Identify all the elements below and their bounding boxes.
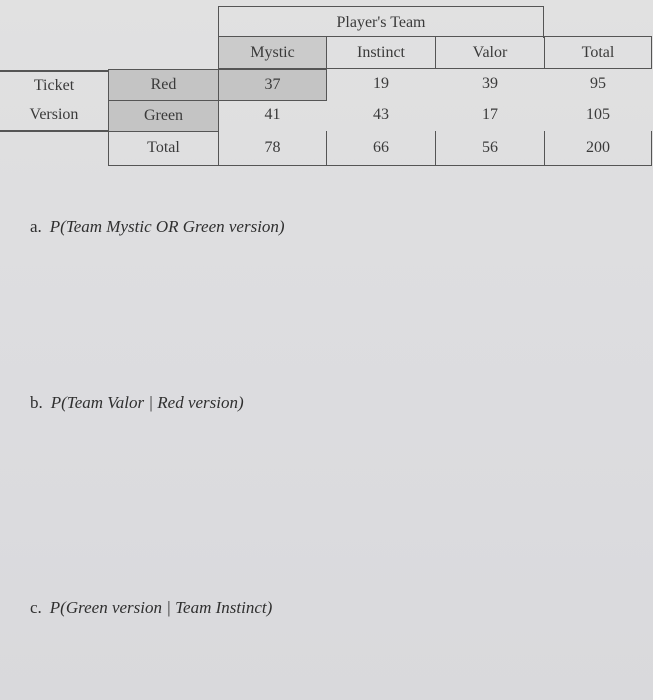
cell-green-mystic [218, 100, 327, 130]
row-label-text: Total [147, 139, 180, 156]
row-group-label-version [0, 100, 108, 130]
question-b [30, 393, 244, 413]
row-group-bottom-border [0, 130, 110, 132]
cell-total-mystic [218, 131, 327, 166]
col-header-label: Valor [472, 43, 508, 61]
cell-red-valor [435, 69, 545, 99]
cell-value: 41 [264, 106, 281, 123]
cell-value: 17 [482, 106, 498, 123]
cell-red-instinct [326, 69, 436, 99]
question-letter: b. [30, 393, 43, 412]
col-header-total [544, 36, 652, 69]
ticket-label: Ticket [33, 77, 75, 94]
col-header-label: Total [581, 43, 615, 61]
cell-value: 56 [482, 139, 498, 156]
cell-green-total [544, 100, 652, 130]
row-label-total [108, 131, 219, 166]
cell-value: 66 [373, 139, 389, 156]
cell-total-total [544, 131, 652, 166]
cell-red-mystic [218, 69, 327, 101]
players-team-header [218, 6, 544, 38]
question-letter: a. [30, 217, 42, 236]
version-label: Version [29, 106, 79, 123]
cell-value: 200 [586, 139, 610, 156]
cell-red-total [544, 69, 652, 99]
question-c [30, 598, 272, 618]
question-letter: c. [30, 598, 42, 617]
row-label-green [108, 100, 219, 132]
row-label-red [108, 69, 219, 101]
col-header-valor [435, 36, 545, 69]
question-text: P(Team Mystic OR Green version) [49, 217, 285, 236]
question-a [30, 217, 285, 237]
cell-value: 19 [373, 75, 389, 92]
cell-total-valor [435, 131, 545, 166]
cell-value: 105 [586, 106, 610, 123]
cell-value: 37 [264, 76, 281, 93]
cell-value: 95 [590, 75, 606, 92]
cell-total-instinct [326, 131, 436, 166]
row-label-text: Red [150, 76, 177, 93]
cell-value: 43 [373, 106, 389, 123]
col-header-label: Mystic [250, 43, 295, 61]
cell-green-instinct [326, 100, 436, 130]
cell-value: 78 [264, 139, 281, 156]
col-header-mystic [218, 36, 327, 69]
row-group-label-ticket [0, 70, 108, 102]
col-header-label: Instinct [357, 43, 405, 61]
row-label-text: Green [143, 107, 184, 124]
question-text: P(Team Valor | Red version) [50, 393, 244, 412]
cell-value: 39 [482, 75, 498, 92]
col-header-instinct [326, 36, 436, 69]
question-text: P(Green version | Team Instinct) [49, 598, 273, 617]
cell-green-valor [435, 100, 545, 130]
players-team-label: Player's Team [336, 13, 426, 31]
